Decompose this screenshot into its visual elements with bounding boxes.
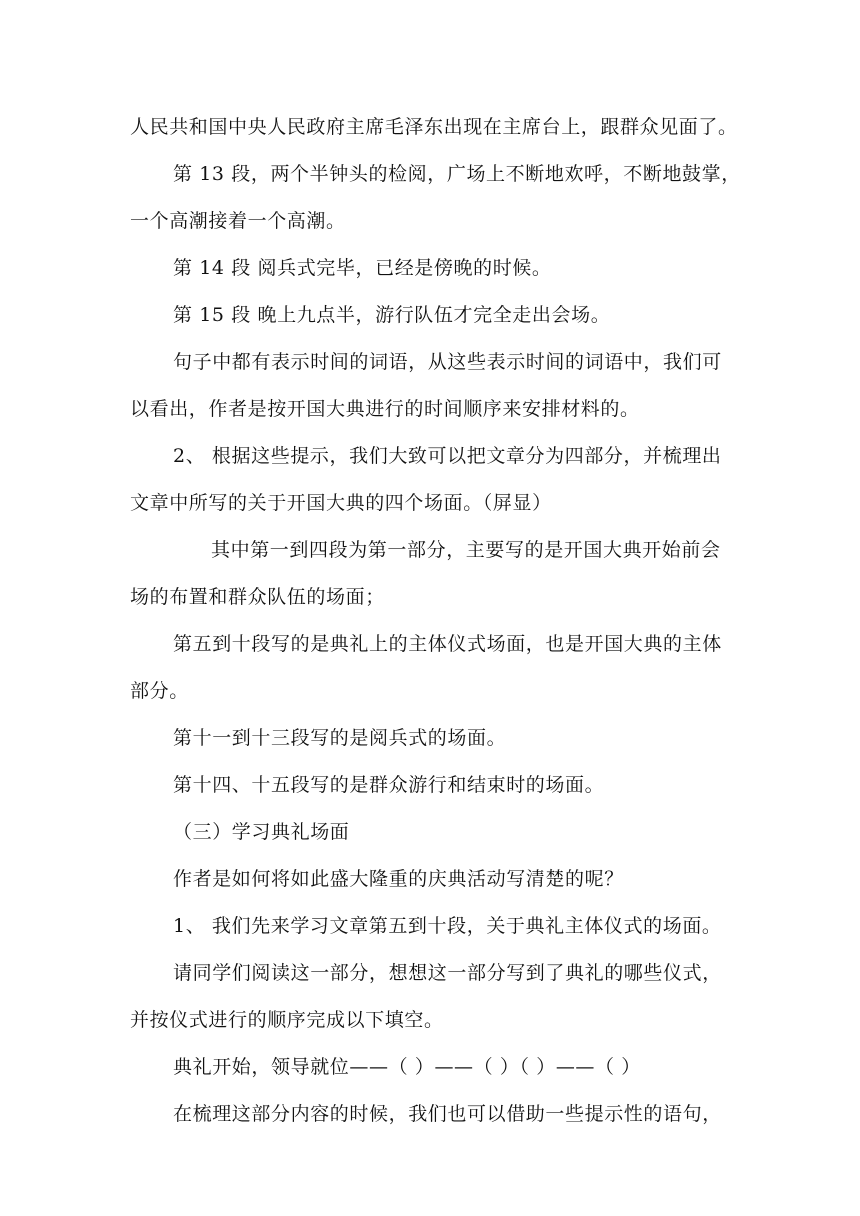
paragraph-line: 在梳理这部分内容的时候，我们也可以借助一些提示性的语句， bbox=[173, 1103, 722, 1125]
paragraph-line: 第十四、十五段写的是群众游行和结束时的场面。 bbox=[173, 774, 605, 796]
paragraph-line: 场的布置和群众队伍的场面； bbox=[130, 586, 385, 608]
paragraph-line: 文章中所写的关于开国大典的四个场面。（屏显） bbox=[130, 492, 552, 514]
paragraph-line: 人民共和国中央人民政府主席毛泽东出现在主席台上，跟群众见面了。 bbox=[130, 116, 738, 138]
paragraph-line: 作者是如何将如此盛大隆重的庆典活动写清楚的呢？ bbox=[173, 868, 624, 890]
section-heading: （三）学习典礼场面 bbox=[173, 821, 350, 843]
paragraph-line: 部分。 bbox=[130, 680, 189, 702]
paragraph-line: 第 13 段，两个半钟头的检阅，广场上不断地欢呼，不断地鼓掌， bbox=[173, 163, 741, 185]
paragraph-line: 第 14 段 阅兵式完毕，已经是傍晚的时候。 bbox=[173, 257, 552, 279]
paragraph-line: 并按仪式进行的顺序完成以下填空。 bbox=[130, 1009, 444, 1031]
fill-in-blank-line: 典礼开始，领导就位——（ ）——（ ）（ ）——（ ） bbox=[173, 1056, 641, 1078]
paragraph-line: 1、 我们先来学习文章第五到十段，关于典礼主体仪式的场面。 bbox=[173, 915, 722, 937]
paragraph-line: 其中第一到四段为第一部分，主要写的是开国大典开始前会 bbox=[211, 539, 721, 561]
paragraph-line: 第十一到十三段写的是阅兵式的场面。 bbox=[173, 727, 507, 749]
paragraph-line: 以看出，作者是按开国大典进行的时间顺序来安排材料的。 bbox=[130, 398, 640, 420]
paragraph-line: 2、 根据这些提示，我们大致可以把文章分为四部分，并梳理出 bbox=[173, 445, 722, 467]
paragraph-line: 第 15 段 晚上九点半，游行队伍才完全走出会场。 bbox=[173, 304, 611, 326]
paragraph-line: 一个高潮接着一个高潮。 bbox=[130, 210, 346, 232]
paragraph-line: 句子中都有表示时间的词语，从这些表示时间的词语中，我们可 bbox=[173, 351, 722, 373]
paragraph-line: 第五到十段写的是典礼上的主体仪式场面，也是开国大典的主体 bbox=[173, 633, 722, 655]
paragraph-line: 请同学们阅读这一部分，想想这一部分写到了典礼的哪些仪式， bbox=[173, 962, 722, 984]
